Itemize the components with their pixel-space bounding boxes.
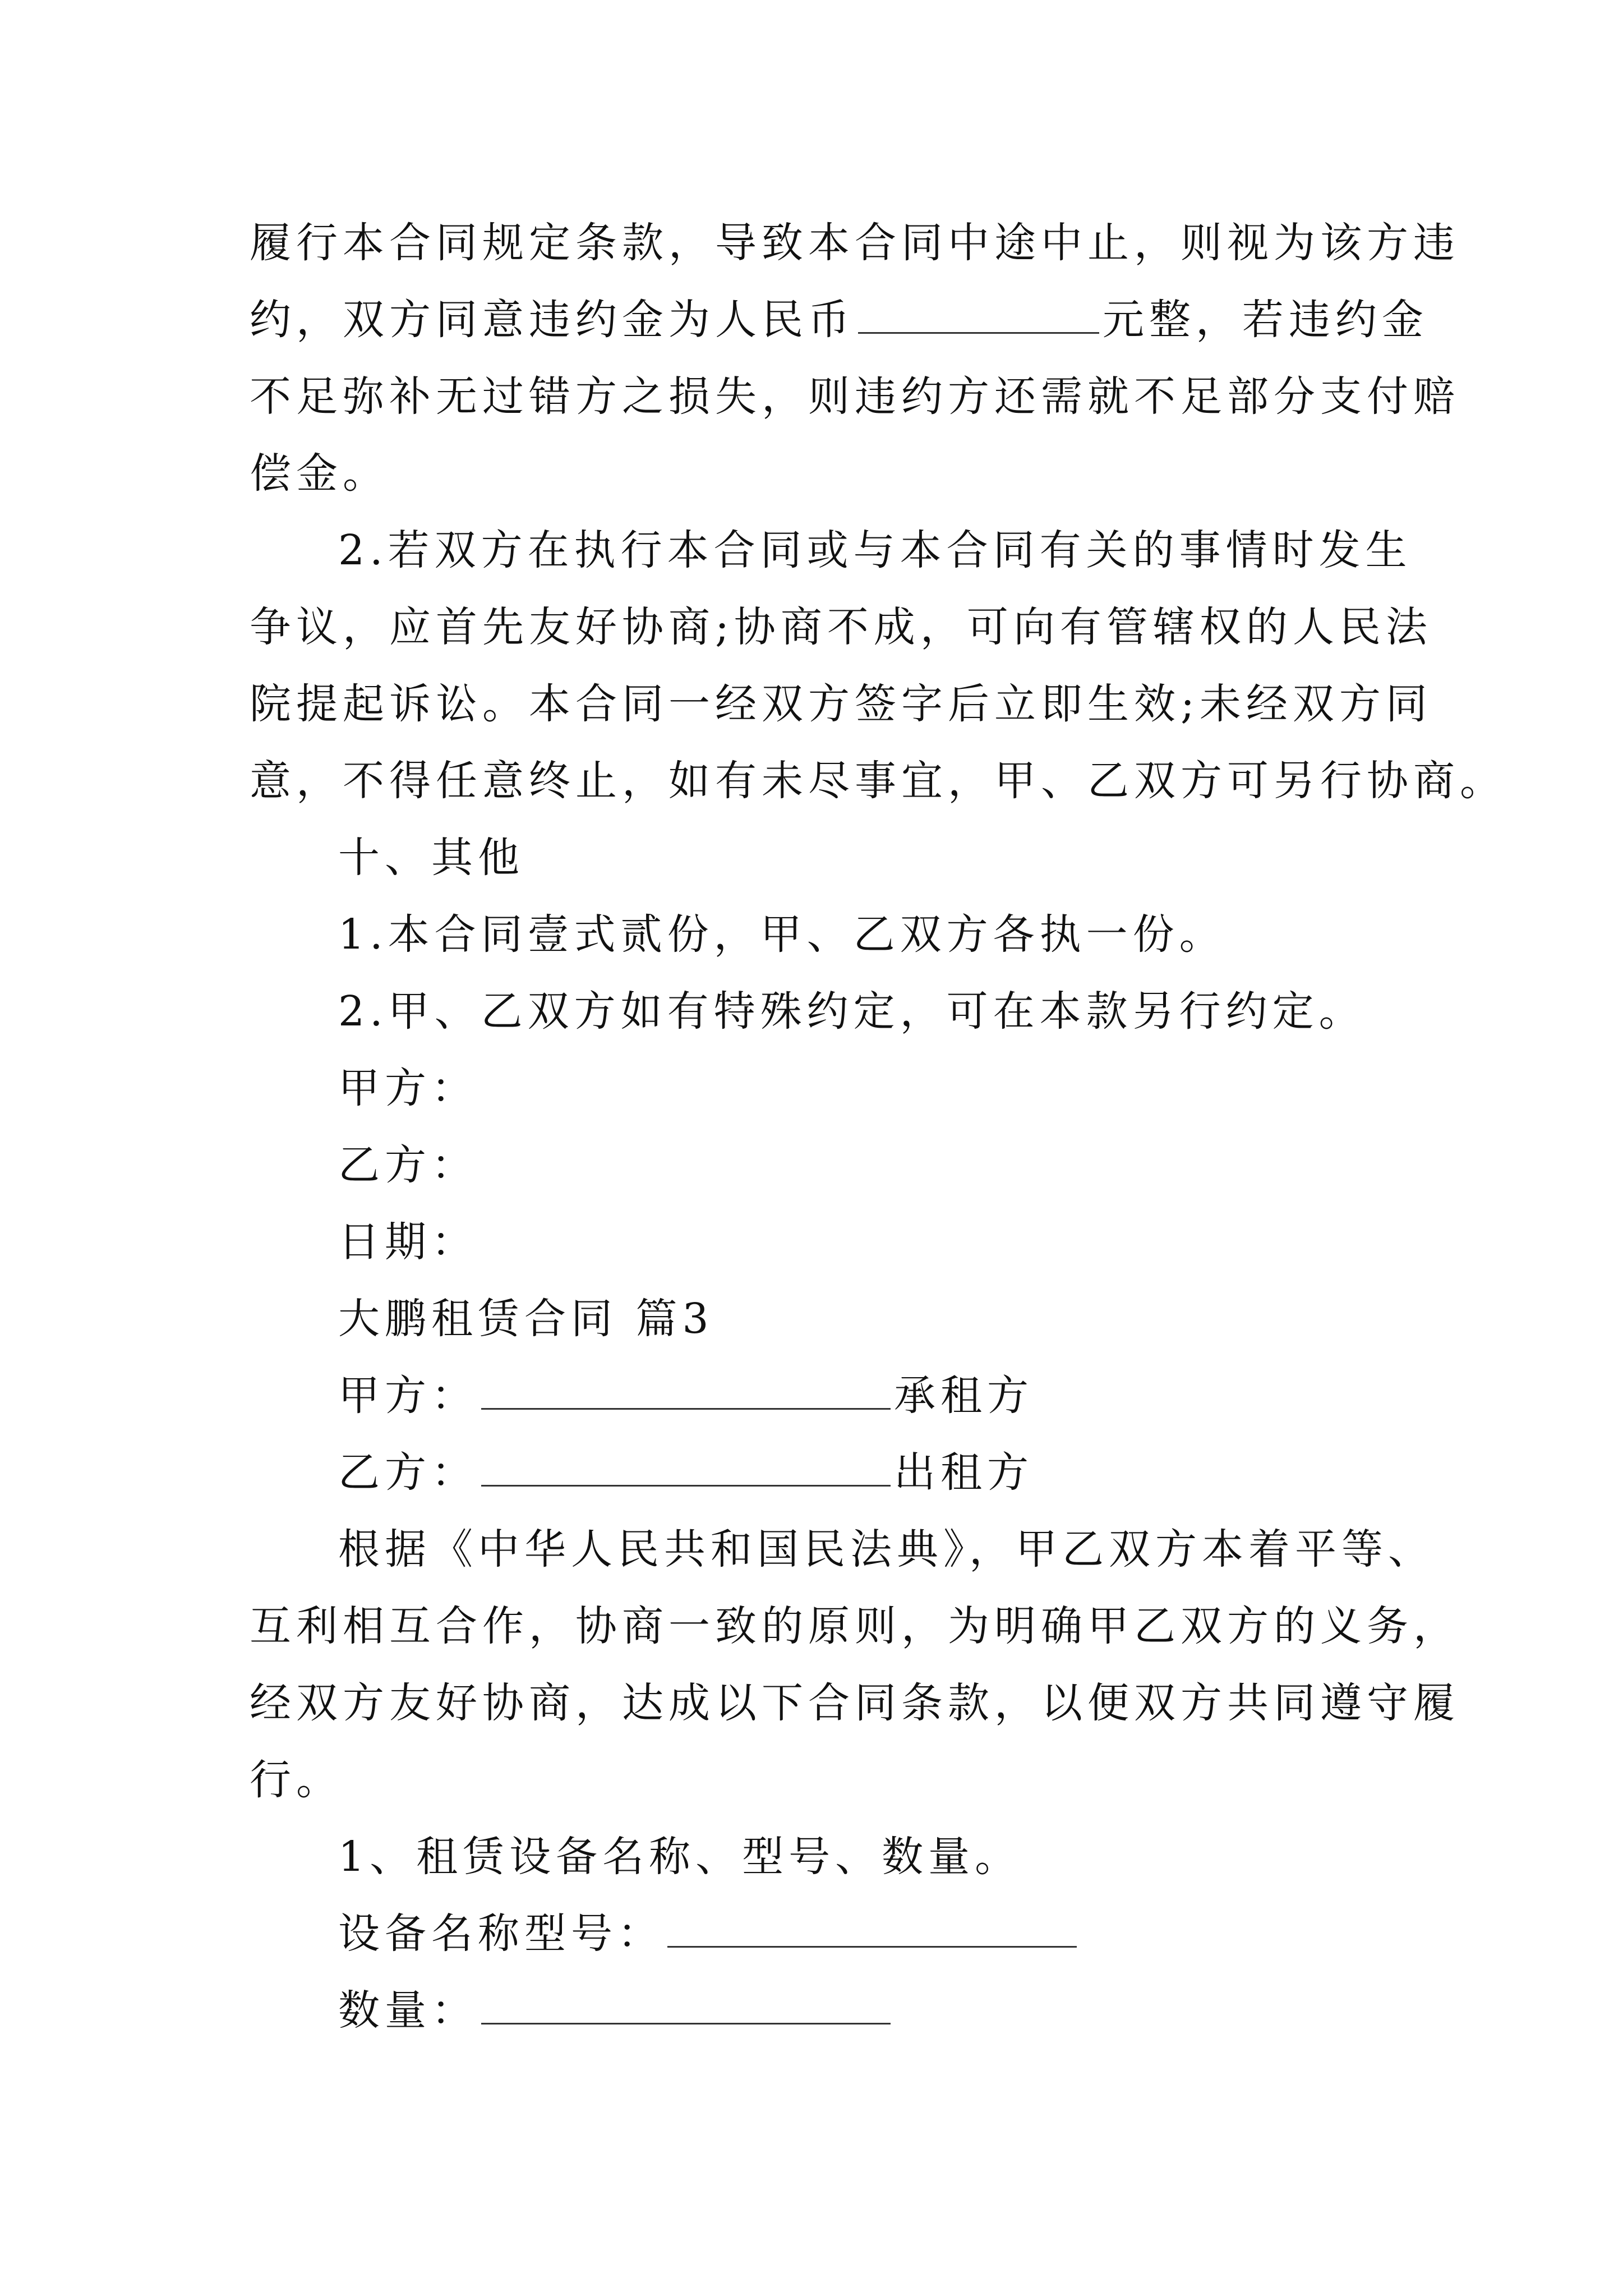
paragraph-line (250, 292, 1428, 348)
list-item: 1.本合同壹式贰份，甲、乙双方各执一份。 (338, 910, 1226, 959)
party-a-line (338, 1368, 1471, 1424)
party-a-blank[interactable] (481, 1374, 891, 1410)
paragraph-line: 根据《中华人民共和国民法典》，甲乙双方本着平等、 (338, 1525, 1435, 1573)
equipment-name-blank[interactable] (667, 1912, 1077, 1948)
paragraph-line: 偿金。 (250, 449, 389, 498)
equipment-line (338, 1906, 1471, 1962)
paragraph-line: 2.若双方在执行本合同或与本合同有关的事情时发生 (338, 526, 1412, 574)
paragraph-line: 院提起诉讼。本合同一经双方签字后立即生效;未经双方同 (250, 680, 1432, 728)
party-b-role: 出租方 (894, 1448, 1034, 1497)
text-segment: 约，双方同意违约金为人民币 (250, 296, 855, 344)
party-b-blank[interactable] (481, 1451, 891, 1487)
date-label: 日期： (338, 1218, 478, 1266)
quantity-blank[interactable] (481, 1989, 891, 2024)
paragraph-line: 经双方友好协商，达成以下合同条款，以便双方共同遵守履 (250, 1679, 1460, 1727)
list-item: 2.甲、乙双方如有特殊约定，可在本款另行约定。 (338, 987, 1366, 1036)
quantity-line (338, 1982, 1471, 2039)
paragraph-line: 互利相互合作，协商一致的原则，为明确甲乙双方的义务， (250, 1602, 1460, 1650)
paragraph-line: 争议，应首先友好协商;协商不成，可向有管辖权的人民法 (250, 603, 1432, 651)
equipment-name-label: 设备名称型号： (338, 1910, 664, 1958)
party-b-label: 乙方： (338, 1141, 478, 1189)
fill-in-blank[interactable] (858, 298, 1099, 334)
text-segment: 元整，若违约金 (1103, 296, 1428, 344)
party-b-line (338, 1444, 1471, 1501)
contract-title: 大鹏租赁合同 篇3 (338, 1295, 714, 1343)
party-b-label: 乙方： (338, 1448, 478, 1497)
section-heading: 十、其他 (338, 834, 524, 882)
paragraph-line: 意，不得任意终止，如有未尽事宜，甲、乙双方可另行协商。 (250, 757, 1506, 805)
party-a-role: 承租方 (894, 1372, 1034, 1420)
paragraph-line: 不足弥补无过错方之损失，则违约方还需就不足部分支付赔 (250, 372, 1460, 421)
quantity-label: 数量： (338, 1986, 478, 2035)
party-a-label: 甲方： (338, 1064, 478, 1112)
list-item: 1、租赁设备名称、型号、数量。 (338, 1833, 1022, 1881)
paragraph-line: 履行本合同规定条款，导致本合同中途中止，则视为该方违 (250, 219, 1460, 267)
paragraph-line: 行。 (250, 1756, 343, 1804)
party-a-label: 甲方： (338, 1372, 478, 1420)
